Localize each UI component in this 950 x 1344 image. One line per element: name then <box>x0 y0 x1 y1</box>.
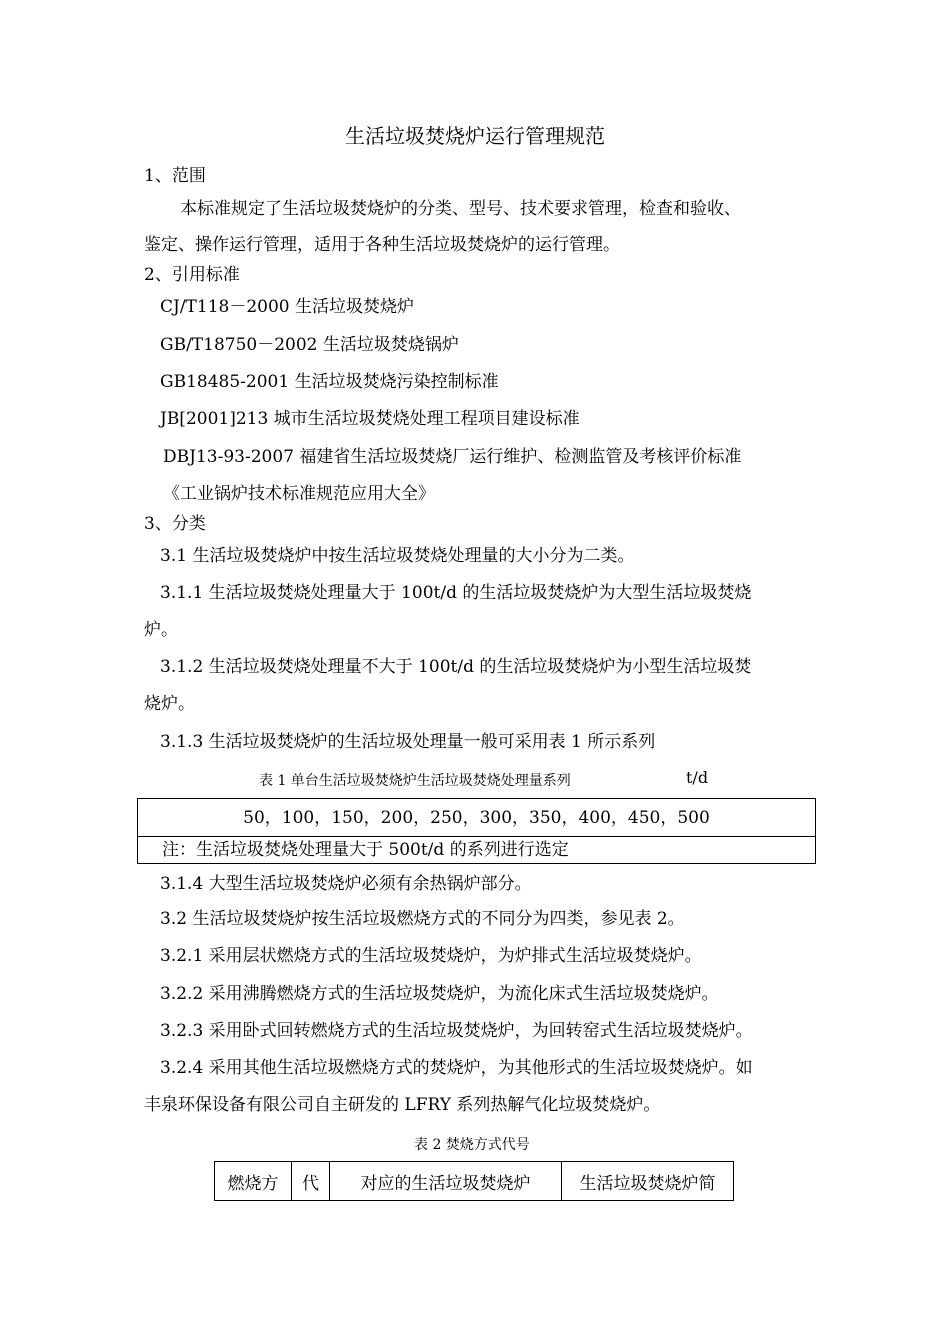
paragraph-line: 3.1.2 生活垃圾焚烧处理量不大于 100t/d 的生活垃圾焚烧炉为小型生活垃圾焚 <box>160 657 752 677</box>
table1-note: 注：生活垃圾焚烧处理量大于 500t/d 的系列进行选定 <box>162 840 569 860</box>
table2-header-cell: 燃烧方 <box>215 1162 292 1201</box>
reference-item: DBJ13-93-2007 福建省生活垃圾焚烧厂运行维护、检测监管及考核评价标准 <box>163 447 742 467</box>
table2-caption: 表 2 焚烧方式代号 <box>414 1137 530 1153</box>
section-heading-references: 2、引用标准 <box>144 265 240 285</box>
section-heading-classification: 3、分类 <box>144 514 206 534</box>
table1 <box>137 798 816 864</box>
paragraph-line: 3.1.3 生活垃圾焚烧炉的生活垃圾处理量一般可采用表 1 所示系列 <box>160 732 656 752</box>
table2 <box>214 1161 734 1201</box>
reference-item: 《工业锅炉技术标准规范应用大全》 <box>163 484 435 504</box>
table2-header-cell: 代 <box>292 1162 330 1201</box>
paragraph-line: 烧炉。 <box>144 694 195 714</box>
paragraph-line: 3.1 生活垃圾焚烧炉中按生活垃圾焚烧处理量的大小分为二类。 <box>160 546 635 566</box>
paragraph-line: 鉴定、操作运行管理，适用于各种生活垃圾焚烧炉的运行管理。 <box>144 235 620 255</box>
section-heading-scope: 1、范围 <box>144 166 206 186</box>
paragraph-line: 3.1.1 生活垃圾焚烧处理量大于 100t/d 的生活垃圾焚烧炉为大型生活垃圾焚烧 <box>160 583 752 603</box>
paragraph-line: 3.2.3 采用卧式回转燃烧方式的生活垃圾焚烧炉，为回转窑式生活垃圾焚烧炉。 <box>160 1021 753 1041</box>
paragraph-line: 3.2 生活垃圾焚烧炉按生活垃圾燃烧方式的不同分为四类，参见表 2。 <box>160 909 685 929</box>
reference-item: JB[2001]213 城市生活垃圾焚烧处理工程项目建设标准 <box>160 409 580 429</box>
table2-header-cell: 对应的生活垃圾焚烧炉 <box>330 1162 562 1201</box>
paragraph-line: 3.2.4 采用其他生活垃圾燃烧方式的焚烧炉，为其他形式的生活垃圾焚烧炉。如 <box>160 1058 753 1078</box>
table1-caption: 表 1 单台生活垃圾焚烧炉生活垃圾焚烧处理量系列 <box>259 773 571 789</box>
reference-item: CJ/T118－2000 生活垃圾焚烧炉 <box>160 297 415 317</box>
paragraph-line: 本标准规定了生活垃圾焚烧炉的分类、型号、技术要求管理，检查和验收、 <box>180 199 741 219</box>
table1-values: 50，100，150，200，250，300，350，400，450，500 <box>138 799 815 837</box>
document-title: 生活垃圾焚烧炉运行管理规范 <box>345 124 605 148</box>
paragraph-line: 3.1.4 大型生活垃圾焚烧炉必须有余热锅炉部分。 <box>160 874 532 894</box>
table1-unit: t/d <box>686 768 709 787</box>
paragraph-line: 3.2.1 采用层状燃烧方式的生活垃圾焚烧炉，为炉排式生活垃圾焚烧炉。 <box>160 946 702 966</box>
paragraph-line: 丰泉环保设备有限公司自主研发的 LFRY 系列热解气化垃圾焚烧炉。 <box>144 1095 661 1115</box>
reference-item: GB/T18750－2002 生活垃圾焚烧锅炉 <box>160 335 459 355</box>
reference-item: GB18485-2001 生活垃圾焚烧污染控制标准 <box>160 372 499 392</box>
table2-header-cell: 生活垃圾焚烧炉简 <box>562 1162 734 1201</box>
table2-header-row <box>215 1162 734 1201</box>
paragraph-line: 炉。 <box>144 620 178 640</box>
paragraph-line: 3.2.2 采用沸腾燃烧方式的生活垃圾焚烧炉，为流化床式生活垃圾焚烧炉。 <box>160 984 719 1004</box>
